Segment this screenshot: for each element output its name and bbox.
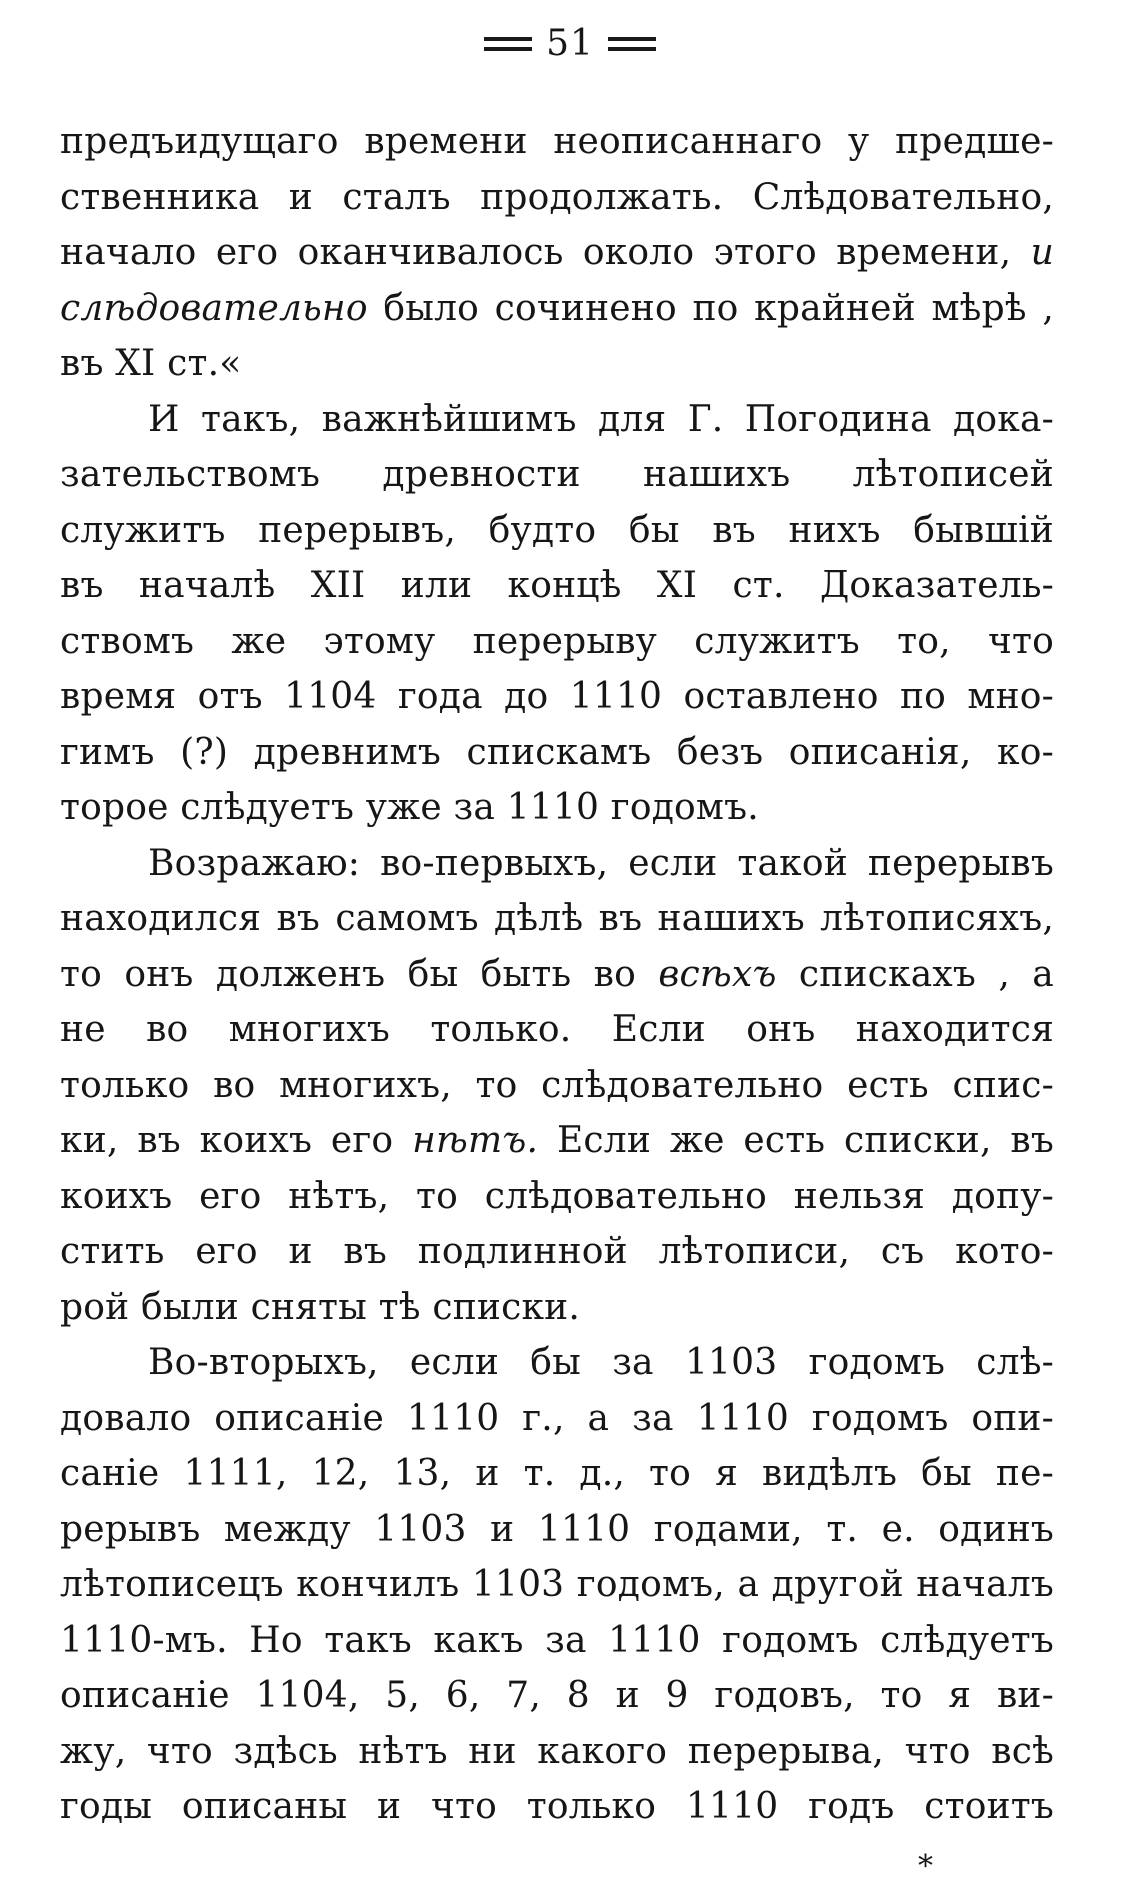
text-line-22: рой были сняты тѣ списки.	[60, 1286, 580, 1328]
text-line-23: Во-вторыхъ, если бы за 1103 годомъ слѣ-	[148, 1342, 1054, 1383]
text-line-20: коихъ его нѣтъ, то слѣдовательно нельзя допу-	[60, 1175, 1054, 1217]
text-line-25: саніе 1111, 12, 13, и т. д., то я видѣлъ бы пе-	[60, 1453, 1054, 1494]
text-line-15: находился въ самомъ дѣлѣ въ нашихъ лѣтописяхъ,	[60, 898, 1054, 939]
text-line-8: служитъ перерывъ, будто бы въ нихъ бывшій	[60, 509, 1054, 551]
text-line-5: въ XI ст.«	[60, 343, 242, 384]
text-line-21: стить его и въ подлинной лѣтописи, съ кото-	[60, 1231, 1054, 1272]
text-line-6: И такъ, важнѣйшимъ для Г. Погодина дока-	[148, 398, 1054, 440]
text-line-29: описаніе 1104, 5, 6, 7, 8 и 9 годовъ, то я ви-	[60, 1675, 1054, 1716]
text-line-17: не во многихъ только. Если онъ находится	[60, 1009, 1054, 1050]
text-line-10: ствомъ же этому перерыву служитъ то, что	[60, 620, 1054, 662]
text-line-27: лѣтописецъ кончилъ 1103 годомъ, а другой началъ	[60, 1564, 1054, 1605]
text-line-3: начало его оканчивалось около этого времени, и	[60, 232, 1054, 273]
header-rule-left	[484, 37, 532, 51]
text-line-28: 1110-мъ. Но такъ какъ за 1110 годомъ слѣдуетъ	[60, 1619, 1054, 1661]
header-rule-right	[608, 37, 656, 51]
body-text	[60, 114, 1054, 1835]
text-line-18: только во многихъ, то слѣдовательно есть спис-	[60, 1064, 1054, 1106]
text-line-31: годы описаны и что только 1110 годъ стоитъ	[60, 1786, 1054, 1827]
text-line-16: то онъ долженъ бы быть во всѣхъ спискахъ , а	[60, 953, 1054, 995]
text-line-2: ственника и сталъ продолжать. Слѣдовательно,	[60, 176, 1054, 218]
text-line-11: время отъ 1104 года до 1110 оставлено по мно-	[60, 676, 1054, 717]
text-line-12: гимъ (?) древнимъ спискамъ безъ описанія, ко-	[60, 731, 1054, 773]
page-header	[0, 22, 1140, 64]
text-line-24: довало описаніе 1110 г., а за 1110 годомъ опи-	[60, 1397, 1054, 1439]
signature-mark: *	[918, 1849, 933, 1884]
text-line-7: зательствомъ древности нашихъ лѣтописей	[60, 454, 1054, 495]
text-line-14: Возражаю: во-первыхъ, если такой перерывъ	[148, 842, 1054, 884]
text-line-1: предъидущаго времени неописаннаго у предше-	[60, 121, 1054, 162]
page-number: 51	[546, 23, 594, 64]
text-line-13: торое слѣдуетъ уже за 1110 годомъ.	[60, 787, 759, 828]
text-line-30: жу, что здѣсь нѣтъ ни какого перерыва, что всѣ	[60, 1730, 1054, 1772]
text-line-4: слѣдовательно было сочинено по крайней мѣрѣ ,	[60, 287, 1054, 329]
text-line-19: ки, въ коихъ его нѣтъ. Если же есть списки, въ	[60, 1120, 1054, 1161]
text-line-9: въ началѣ XII или концѣ XI ст. Доказатель-	[60, 565, 1054, 606]
text-line-26: рерывъ между 1103 и 1110 годами, т. е. одинъ	[60, 1508, 1054, 1550]
